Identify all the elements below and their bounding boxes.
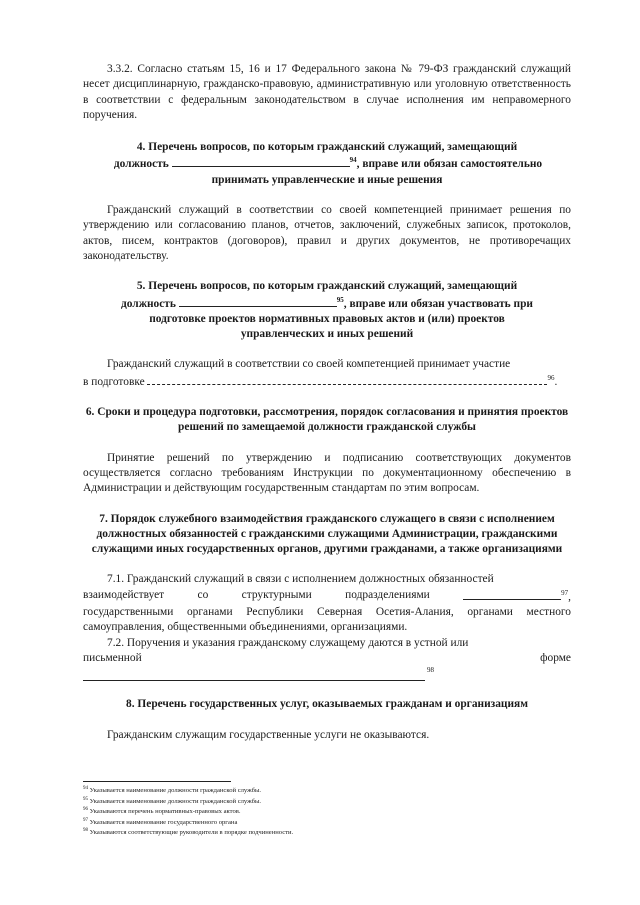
section-7-heading: 7. Порядок служебного взаимодействия гражданского служащего в связи с исполнением должностных обязанностей с гражданскими служащими Администрации, гражданскими служащими иных государственных органов, другими гражданами, а также организациями <box>91 512 563 556</box>
footnote-97 <box>83 818 571 829</box>
paragraph-7-1-line-2 <box>83 588 571 605</box>
footnote-ref-96: 96 <box>547 373 555 382</box>
section-5-heading-line-3: подготовке проектов нормативных правовых актов и (или) проектов <box>149 312 505 325</box>
section-5-body-line-2 <box>83 373 571 390</box>
paragraph-7-1-rest: государственными органами Республики Северная Осетия-Алания, органами местного самоуправления, общественными объединениями, организациями. <box>83 606 571 634</box>
section-4-heading-line-1: 4. Перечень вопросов, по которым гражданский служащий, замещающий <box>136 141 518 154</box>
paragraph-7-1-line-1: 7.1. Гражданский служащий в связи с исполнением должностных обязанностей <box>107 573 494 586</box>
position-blank <box>179 295 337 307</box>
position-word: должность <box>113 158 169 171</box>
paragraph-7-2-line-3 <box>83 666 571 682</box>
footnote-number: 98 <box>83 828 88 834</box>
section-5-heading-line-2 <box>83 295 571 312</box>
agency-blank <box>463 588 561 600</box>
section-6-body: Принятие решений по утверждению и подписанию соответствующих документов осуществляется согласно требованиям Инструкции по документационному обеспечению в Администрации и действующим государственным стандартам по этим вопросам. <box>83 451 571 495</box>
managers-blank <box>83 669 425 681</box>
section-4-heading <box>83 140 571 188</box>
section-8-body: Гражданским служащим государственные услуги не оказываются. <box>107 728 430 741</box>
comma: , <box>568 590 571 603</box>
paragraph-3-3-2: 3.3.2. Согласно статьям 15, 16 и 17 Федерального закона № 79-ФЗ гражданский служащий несет дисциплинарную, гражданско-правовую, административную или уголовную ответственность в соответствии с федеральным законодательством в случае исполнения им неправомерного поручения. <box>83 63 571 121</box>
footnote-number: 94 <box>83 785 88 791</box>
position-blank <box>172 155 350 167</box>
section-4-heading-tail: , вправе или обязан самостоятельно <box>356 158 543 171</box>
word-divisions: подразделениями <box>345 588 430 601</box>
footnotes <box>83 781 571 839</box>
word-structural: структурными <box>241 588 312 601</box>
footnote-ref-97: 97 <box>561 588 569 597</box>
footnote-ref-98: 98 <box>427 666 434 675</box>
period: . <box>554 375 558 388</box>
section-4-heading-line-3: принимать управленческие и иные решения <box>211 173 443 186</box>
paragraph-7-2-line-2 <box>83 651 571 666</box>
section-8-heading: 8. Перечень государственных услуг, оказываемых гражданам и организациям <box>126 698 528 711</box>
footnote-text: Указываются перечень нормативных-правовых актов. <box>89 808 241 816</box>
section-5-heading-tail: , вправе или обязан участвовать при <box>343 297 533 310</box>
section-6-heading: 6. Сроки и процедура подготовки, рассмотрения, порядок согласования и принятия проектов решений по замещаемой должности гражданской службы <box>85 406 569 434</box>
acts-blank <box>147 373 547 385</box>
footnote-text: Указывается наименование должности гражданской службы. <box>89 797 262 805</box>
word-written: письменной <box>83 651 142 664</box>
footnote-text: Указывается наименование государственного органа <box>89 818 238 826</box>
footnote-number: 96 <box>83 807 88 812</box>
document-page <box>83 62 571 743</box>
word-interacts: взаимодействует <box>83 588 165 601</box>
footnote-text: Указывается наименование должности гражданской службы. <box>89 787 262 794</box>
section-5-body: Гражданский служащий в соответствии со своей компетенцией принимает участие <box>107 358 511 371</box>
footnote-ref-95: 95 <box>336 295 344 304</box>
footnote-ref-94: 94 <box>349 156 357 165</box>
footnote-96 <box>83 807 571 818</box>
footnote-number: 95 <box>83 796 88 802</box>
section-5-heading <box>83 279 571 342</box>
section-4-heading-line-2 <box>83 155 571 172</box>
section-5-heading-line-4: управленческих и иных решений <box>240 328 414 341</box>
position-word: должность <box>121 297 176 310</box>
footnote-separator <box>83 781 231 782</box>
word-with: со <box>197 588 209 601</box>
agency-blank-group <box>463 588 571 605</box>
word-form: форме <box>540 651 571 664</box>
footnote-95 <box>83 797 571 808</box>
preparation-word: в подготовке <box>83 375 145 388</box>
section-5-heading-line-1: 5. Перечень вопросов, по которым гражданский служащий, замещающий <box>136 280 518 293</box>
section-4-body: Гражданский служащий в соответствии со своей компетенцией принимает решения по утверждению или согласованию планов, отчетов, заключений, служебных записок, протоколов, актов, писем, контрактов (договоров), правил и других документов, не противоречащих законодательству. <box>83 204 571 262</box>
footnote-94 <box>83 786 571 797</box>
paragraph-7-2-line-1: 7.2. Поручения и указания гражданскому служащему даются в устной или <box>107 636 469 649</box>
footnote-98 <box>83 828 571 839</box>
footnote-number: 97 <box>83 817 88 823</box>
footnote-text: Указываются соответствующие руководители в порядке подчиненности. <box>89 829 294 837</box>
